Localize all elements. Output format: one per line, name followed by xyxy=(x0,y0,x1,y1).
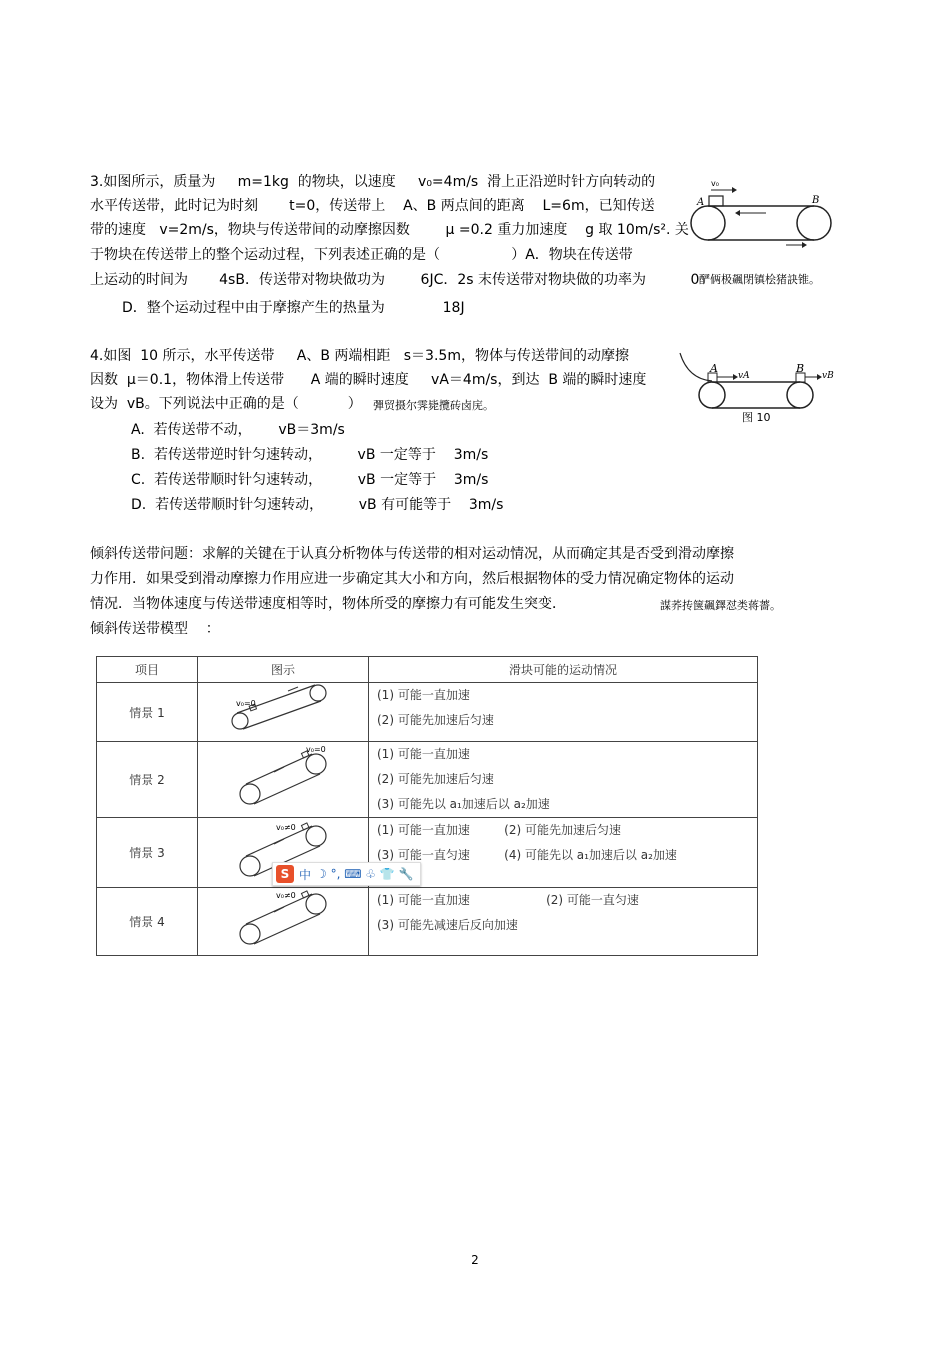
q3-line-1: 3.如图所示，质量为 m=1kg 的物块，以速度 v₀=4m/s 滑上正沿逆时针方向转动的 xyxy=(90,174,656,190)
ime-tool-icons[interactable]: ☽ °, ⌨ ♧ 👕 🔧 xyxy=(316,867,414,881)
scene-diagram xyxy=(198,888,369,956)
motion-item: (2) 可能先加速后匀速 xyxy=(377,772,494,786)
scene-label: 情景 1 xyxy=(97,683,198,742)
incline-belt-diagram xyxy=(198,888,366,952)
incline-model-title: 倾斜传送带模型 ： xyxy=(90,621,220,637)
q4-fig-a: A xyxy=(710,362,718,375)
q4-garble-text: 彈贸摄尔霁毙攬砖卤庑。 xyxy=(373,399,494,412)
q3-fig-b: B xyxy=(812,195,820,206)
q3-garble-text: 酽俩极飆閉镇桧猪訣锥。 xyxy=(699,273,820,286)
header-diagram: 图示 xyxy=(198,657,369,683)
q3-conveyor-figure xyxy=(690,175,840,250)
q4-line-1: 4.如图 10 所示，水平传送带 A、B 两端相距 s＝3.5m，物体与传送带间的动摩擦 xyxy=(90,348,629,364)
q4-option-c: C. 若传送带顺时针匀速转动， vB 一定等于 3m/s xyxy=(131,472,489,488)
q4-fig-va: vA xyxy=(738,371,750,381)
motion-item: (1) 可能一直加速 (2) 可能先加速后匀速 xyxy=(377,823,621,837)
q4-option-a: A. 若传送带不动， vB＝3m/s xyxy=(131,422,345,438)
page-number: 2 xyxy=(471,1253,479,1267)
q3-line-2: 水平传送带，此时记为时刻 t=0，传送带上 A、B 两点间的距离 L=6m，已知传送 xyxy=(90,198,655,214)
diagram-v0-label: v₀≠0 xyxy=(276,823,296,832)
scene-motions xyxy=(369,683,758,742)
incline-garble-text: 謀荞抟箧飆鐸怼类蒋薔。 xyxy=(660,599,781,612)
q4-fig-b: B xyxy=(796,362,805,375)
motion-item: (3) 可能一直匀速 (4) 可能先以 a₁加速后以 a₂加速 xyxy=(377,848,677,862)
q4-option-d: D. 若传送带顺时针匀速转动， vB 有可能等于 3m/s xyxy=(131,497,504,513)
q3-line-5: 上运动的时间为 4sB．传送带对物块做功为 6JC．2s 末传送带对物块做的功率为 0 xyxy=(90,272,700,288)
q4-conveyor-figure xyxy=(676,345,846,425)
table-row xyxy=(97,888,758,956)
q4-line-3: 设为 vB。下列说法中正确的是（ ） xyxy=(90,396,362,412)
diagram-v0-label: v₀≠0 xyxy=(276,891,296,900)
incline-belt-diagram xyxy=(198,742,366,814)
q4-line-2: 因数 μ＝0.1，物体滑上传送带 A 端的瞬时速度 vA＝4m/s，到达 B 端的瞬时速度 xyxy=(90,372,647,388)
motion-item: (1) 可能一直加速 (2) 可能一直匀速 xyxy=(377,893,639,907)
motion-item: (3) 可能先减速后反向加速 xyxy=(377,918,518,932)
header-item: 项目 xyxy=(97,657,198,683)
table-row xyxy=(97,818,758,888)
q3-line-4: 于物块在传送带上的整个运动过程，下列表述正确的是（ ）A．物块在传送带 xyxy=(90,247,633,263)
q4-fig-caption: 图 10 xyxy=(742,411,771,424)
diagram-v0-label: v₀=0 xyxy=(236,699,256,708)
q4-option-b: B. 若传送带逆时针匀速转动， vB 一定等于 3m/s xyxy=(131,447,489,463)
table-row xyxy=(97,683,758,742)
table-header-row xyxy=(97,657,758,683)
scene-label: 情景 2 xyxy=(97,742,198,818)
scene-diagram xyxy=(198,742,369,818)
scene-label: 情景 3 xyxy=(97,818,198,888)
motion-item: (1) 可能一直加速 xyxy=(377,688,470,702)
incline-belt-diagram xyxy=(198,683,366,738)
incline-line-3: 情况．当物体速度与传送带速度相等时，物体所受的摩擦力有可能发生突变． xyxy=(90,596,566,612)
ime-toolbar[interactable] xyxy=(272,862,421,886)
table-row xyxy=(97,742,758,818)
motion-item: (1) 可能一直加速 xyxy=(377,747,470,761)
q3-fig-v0: v₀ xyxy=(711,179,719,188)
motion-item: (2) 可能先加速后匀速 xyxy=(377,713,494,727)
scene-motions xyxy=(369,818,758,888)
diagram-v0-label: v₀=0 xyxy=(306,745,326,754)
incline-model-table xyxy=(96,656,758,956)
motion-item: (3) 可能先以 a₁加速后以 a₂加速 xyxy=(377,797,550,811)
q4-fig-vb: vB xyxy=(822,371,834,381)
header-motion: 滑块可能的运动情况 xyxy=(369,657,758,683)
scene-motions xyxy=(369,888,758,956)
q3-line-3: 带的速度 v=2m/s，物块与传送带间的动摩擦因数 μ =0.2 重力加速度 g 取 10m/s². 关 xyxy=(90,222,689,238)
scene-motions xyxy=(369,742,758,818)
incline-line-1: 倾斜传送带问题：求解的关键在于认真分析物体与传送带的相对运动情况，从而确定其是否受到滑动摩擦 xyxy=(90,546,734,562)
incline-line-2: 力作用．如果受到滑动摩擦力作用应进一步确定其大小和方向，然后根据物体的受力情况确定物体的运动 xyxy=(90,571,734,587)
scene-label: 情景 4 xyxy=(97,888,198,956)
q3-option-d: D．整个运动过程中由于摩擦产生的热量为 18J xyxy=(122,300,465,316)
sogou-logo-icon[interactable]: S xyxy=(276,865,294,883)
scene-diagram xyxy=(198,683,369,742)
q3-fig-a: A xyxy=(697,197,705,208)
ime-mode-toggle[interactable]: 中 xyxy=(299,867,312,882)
